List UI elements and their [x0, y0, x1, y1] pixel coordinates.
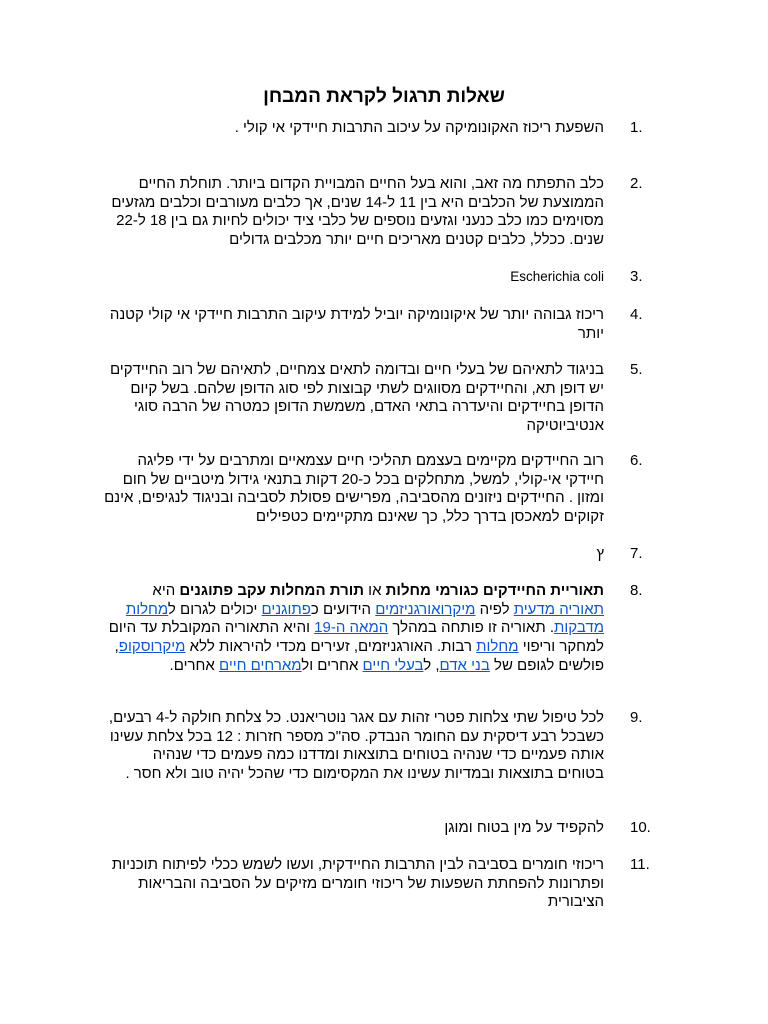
- bold-term: תורת המחלות עקב פתוגנים: [179, 582, 364, 599]
- page-title: שאלות תרגול לקראת המבחן: [263, 86, 505, 107]
- link-19th-century[interactable]: המאה ה-19: [314, 619, 389, 637]
- item-number: 4.: [630, 306, 643, 323]
- item-text: השפעת ריכוז האקונומיקה על עיכוב התרבות חיידקי אי קולי .: [234, 119, 604, 136]
- item-text: Escherichia coli: [510, 269, 604, 284]
- item-text: רוב החיידקים מקיימים בעצמם תהליכי חיים עצמאיים ומתרבים על ידי פליגה חיידקי אי-קולי, למשל, מתחלקים בכל כ-20 דקות בתנאי גידול מיטביים של חום ומזון . החיידקים ניזונים מהסביבה, מפרישים פסולת לסביבה ובניגוד לנגיפים, אינם זקוקים למאכסן בדרך כלל, כך שאינם מתקיימים כטפילים: [104, 452, 604, 526]
- item-text: להקפיד על מין בטוח ומוגן: [444, 819, 604, 836]
- item-number: 8.: [630, 582, 643, 599]
- bold-term: תאוריית החיידקים כגורמי מחלות: [385, 582, 604, 599]
- link-microscope[interactable]: מיקרוסקופ: [118, 638, 186, 656]
- link-humans[interactable]: בני אדם: [439, 656, 490, 674]
- link-scientific-theory[interactable]: תאוריה מדעית: [513, 600, 604, 618]
- item-number: 1.: [630, 119, 643, 136]
- item-text: בניגוד לתאיהם של בעלי חיים ובדומה לתאים צמחיים, לתאיהם של רוב החיידקים יש דופן תא, והחיידקים מסווגים לשתי קבוצות לפי סוג הדופן שלהם. בשל קיום הדופן בחיידקים והיעדרה בתאי האדם, משמשת הדופן כמטרה של הרבה סוגי אנטיביוטיקה: [109, 361, 604, 435]
- item-number: 3.: [630, 268, 643, 285]
- item-number: 5.: [630, 361, 643, 378]
- item-text: לכל טיפול שתי צלחות פטרי זהות עם אגר נוטריאנט. כל צלחת חולקה ל-4 רבעים, כשבכל רבע דיסקית עם החומר הנבדק. סה"כ מספר חזרות : 12 בכל צלחת עשינו אותה פעמיים כדי שנהיה בטוחים בתוצאות ומדדנו כמה פעמים כדי שנהיה בטוחים בתוצאות ובמדיות עשינו את המקסימום כדי שהכל יהיה טוב ולא חסר .: [108, 709, 604, 783]
- item-number: 7.: [630, 545, 643, 562]
- item-number: 6.: [630, 452, 643, 469]
- item-number: 10.: [630, 819, 651, 836]
- item-text: כלב התפתח מה זאב, והוא בעל החיים המבויית הקדום ביותר. תוחלת החיים הממוצעת של הכלבים היא בין 11 ל-14 שנים, אך כלבים מעורבים וכלבים מגזעים מסוימים כמו כלב כנעני וגזעים נוספים של כלבי ציד יכולים לחיות גם בין 18 ל-22 שנים. ככלל, כלבים קטנים מאריכים חיים יותר מכלבים גדולים: [111, 175, 604, 249]
- item-number: 9.: [630, 709, 643, 726]
- link-diseases[interactable]: מחלות: [476, 638, 519, 656]
- item-text: ריכוז גבוהה יותר של איקונומיקה יוביל למידת עיקוב התרבות חיידקי אי קולי קטנה יותר: [109, 306, 604, 342]
- item-number: 2.: [630, 175, 643, 192]
- link-living-hosts[interactable]: מארחים חיים: [218, 656, 302, 674]
- item-text: ריכוזי חומרים בסביבה לבין התרבות החיידקית, ועשו לשמש ככלי לפיתוח תוכניות ופתרונות להפחתת השפעות של ריכוזי חומרים מזיקים על הסביבה והבריאות הציבורית: [111, 856, 604, 911]
- item-text: תאוריית החיידקים כגורמי מחלות או תורת המחלות עקב פתוגנים היא תאוריה מדעית לפיה מיקרואורגניזמים הידועים כפתוגנים יכולים לגרום למחלות מדבקות. תאוריה זו פותחה במהלך המאה ה-19 והיא התאוריה המקובלת עד היום למחקר וריפוי מחלות רבות. האורגניזמים, זעירים מכדי להיראות ללא מיקרוסקופ, פולשים לגופם של בני אדם, לבעלי חיים אחרים ולמארחים חיים אחרים.: [108, 582, 604, 674]
- link-pathogens[interactable]: פתוגנים: [261, 600, 311, 618]
- link-animals[interactable]: בעלי חיים: [362, 656, 424, 674]
- link-infectious-diseases[interactable]: מחלות מדבקות: [125, 600, 604, 637]
- item-number: 11.: [630, 856, 650, 873]
- item-text: ץ: [596, 545, 604, 562]
- link-microorganisms[interactable]: מיקרואורגניזמים: [375, 600, 476, 618]
